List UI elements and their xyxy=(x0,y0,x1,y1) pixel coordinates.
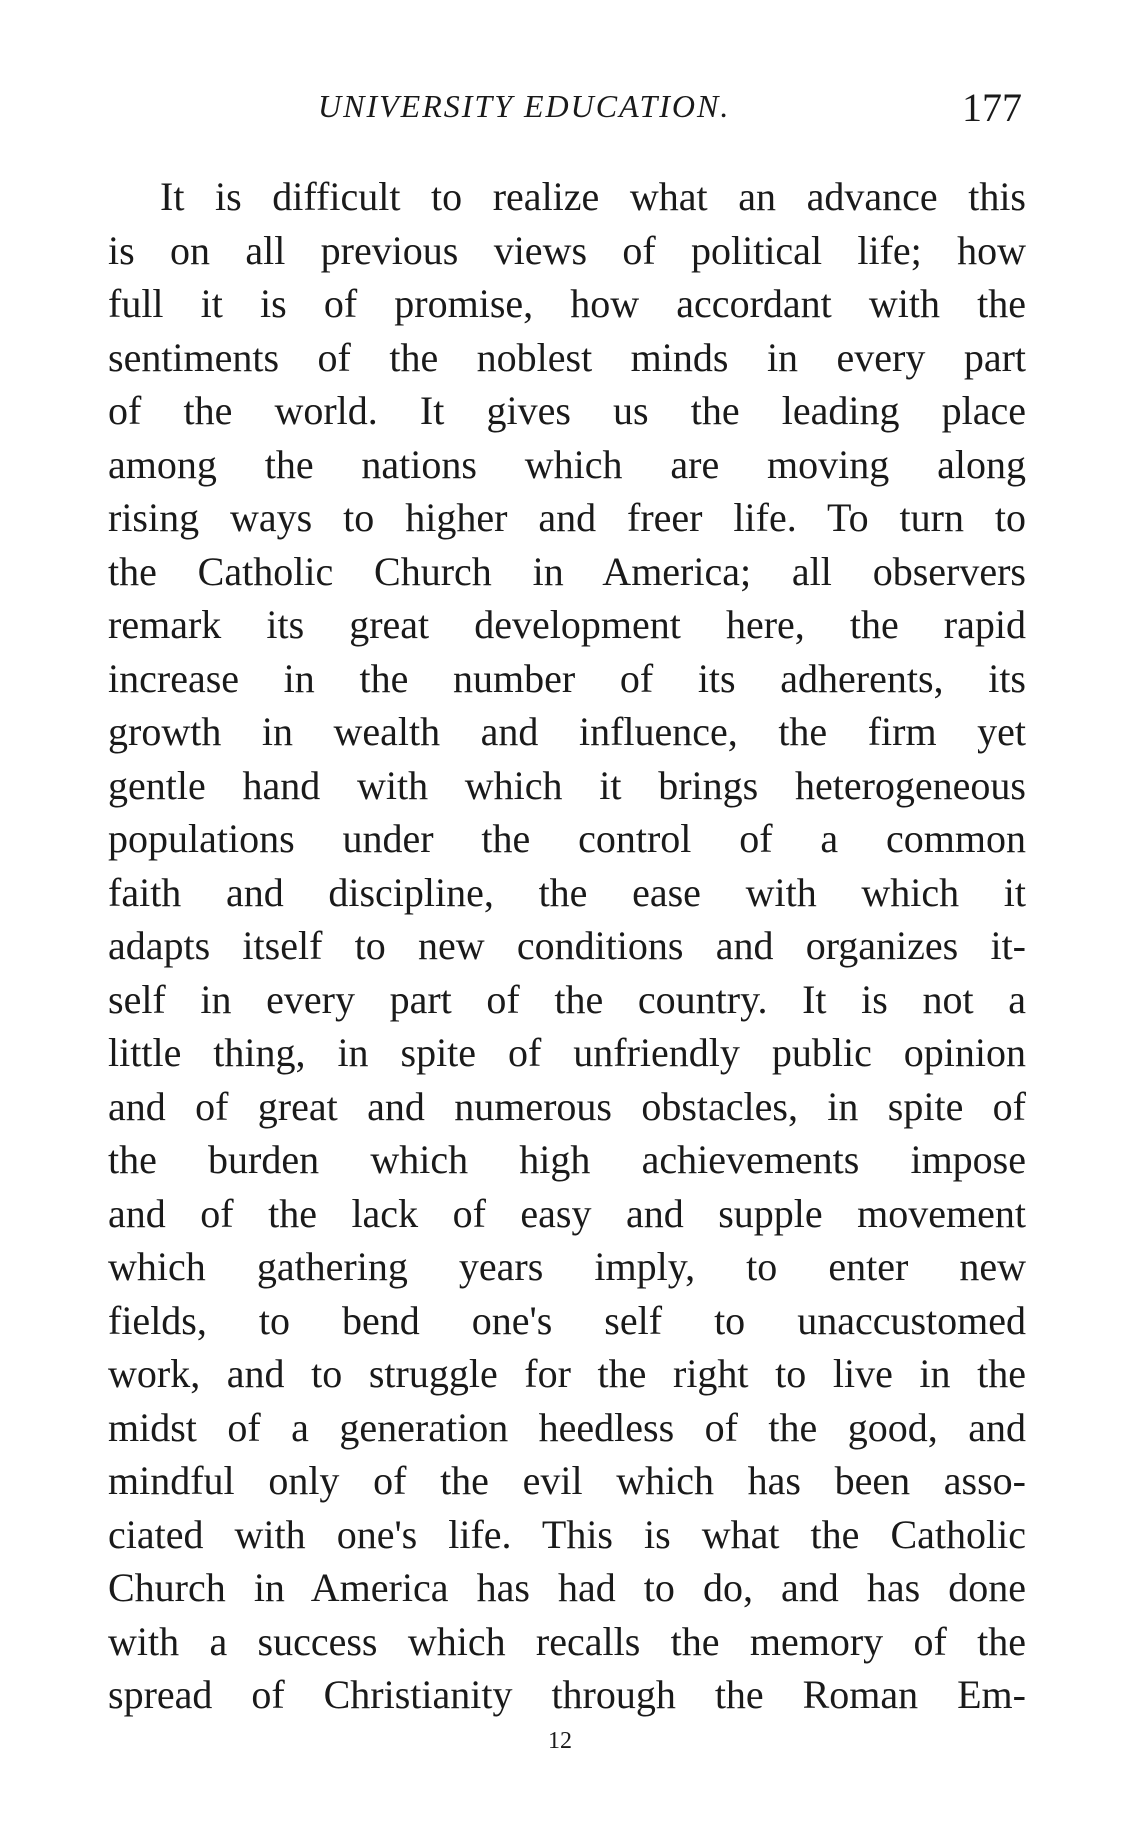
text-line: adapts itself to new conditions and organizes it- xyxy=(108,923,1026,968)
text-line: and of the lack of easy and supple movement xyxy=(108,1190,1026,1236)
text-line: populations under the control of a common xyxy=(108,816,1026,861)
text-line: with a success which recalls the memory of the xyxy=(108,1618,1026,1664)
text-line: fields, to bend one's self to unaccustomed xyxy=(108,1297,1026,1343)
text-line: the Catholic Church in America; all observers xyxy=(108,548,1026,594)
text-line: spread of Christianity through the Roman Em- xyxy=(108,1672,1026,1717)
text-line: increase in the number of its adherents, its xyxy=(108,655,1026,701)
text-line: midst of a generation heedless of the good, and xyxy=(108,1404,1026,1450)
text-line: ciated with one's life. This is what the Catholic xyxy=(108,1511,1026,1557)
running-header: UNIVERSITY EDUCATION. xyxy=(318,88,731,124)
text-line: faith and discipline, the ease with which it xyxy=(108,869,1026,915)
text-line: is on all previous views of political life; how xyxy=(108,227,1026,273)
text-line: self in every part of the country. It is not a xyxy=(108,976,1026,1022)
text-line: growth in wealth and influence, the firm yet xyxy=(108,709,1026,754)
text-line: work, and to struggle for the right to live in the xyxy=(108,1351,1026,1396)
page-number: 177 xyxy=(962,85,1022,130)
text-line: remark its great development here, the rapid xyxy=(108,602,1026,647)
text-line: little thing, in spite of unfriendly public opinion xyxy=(108,1030,1026,1075)
text-line: It is difficult to realize what an advance this xyxy=(160,174,1026,219)
body-text xyxy=(108,170,1026,1722)
text-line: Church in America has had to do, and has done xyxy=(108,1565,1026,1610)
text-line: sentiments of the noblest minds in every part xyxy=(108,334,1026,380)
text-line: mindful only of the evil which has been asso- xyxy=(108,1458,1026,1503)
text-line: among the nations which are moving along xyxy=(108,441,1026,487)
text-line: the burden which high achievements impose xyxy=(108,1137,1026,1182)
text-line: which gathering years imply, to enter new xyxy=(108,1244,1026,1289)
text-line: full it is of promise, how accordant with the xyxy=(108,281,1026,326)
signature-mark: 12 xyxy=(548,1728,572,1754)
text-line: of the world. It gives us the leading place xyxy=(108,388,1026,433)
text-line: rising ways to higher and freer life. To turn to xyxy=(108,495,1026,540)
text-line: and of great and numerous obstacles, in spite of xyxy=(108,1083,1026,1129)
text-line: gentle hand with which it brings heterogeneous xyxy=(108,762,1026,808)
